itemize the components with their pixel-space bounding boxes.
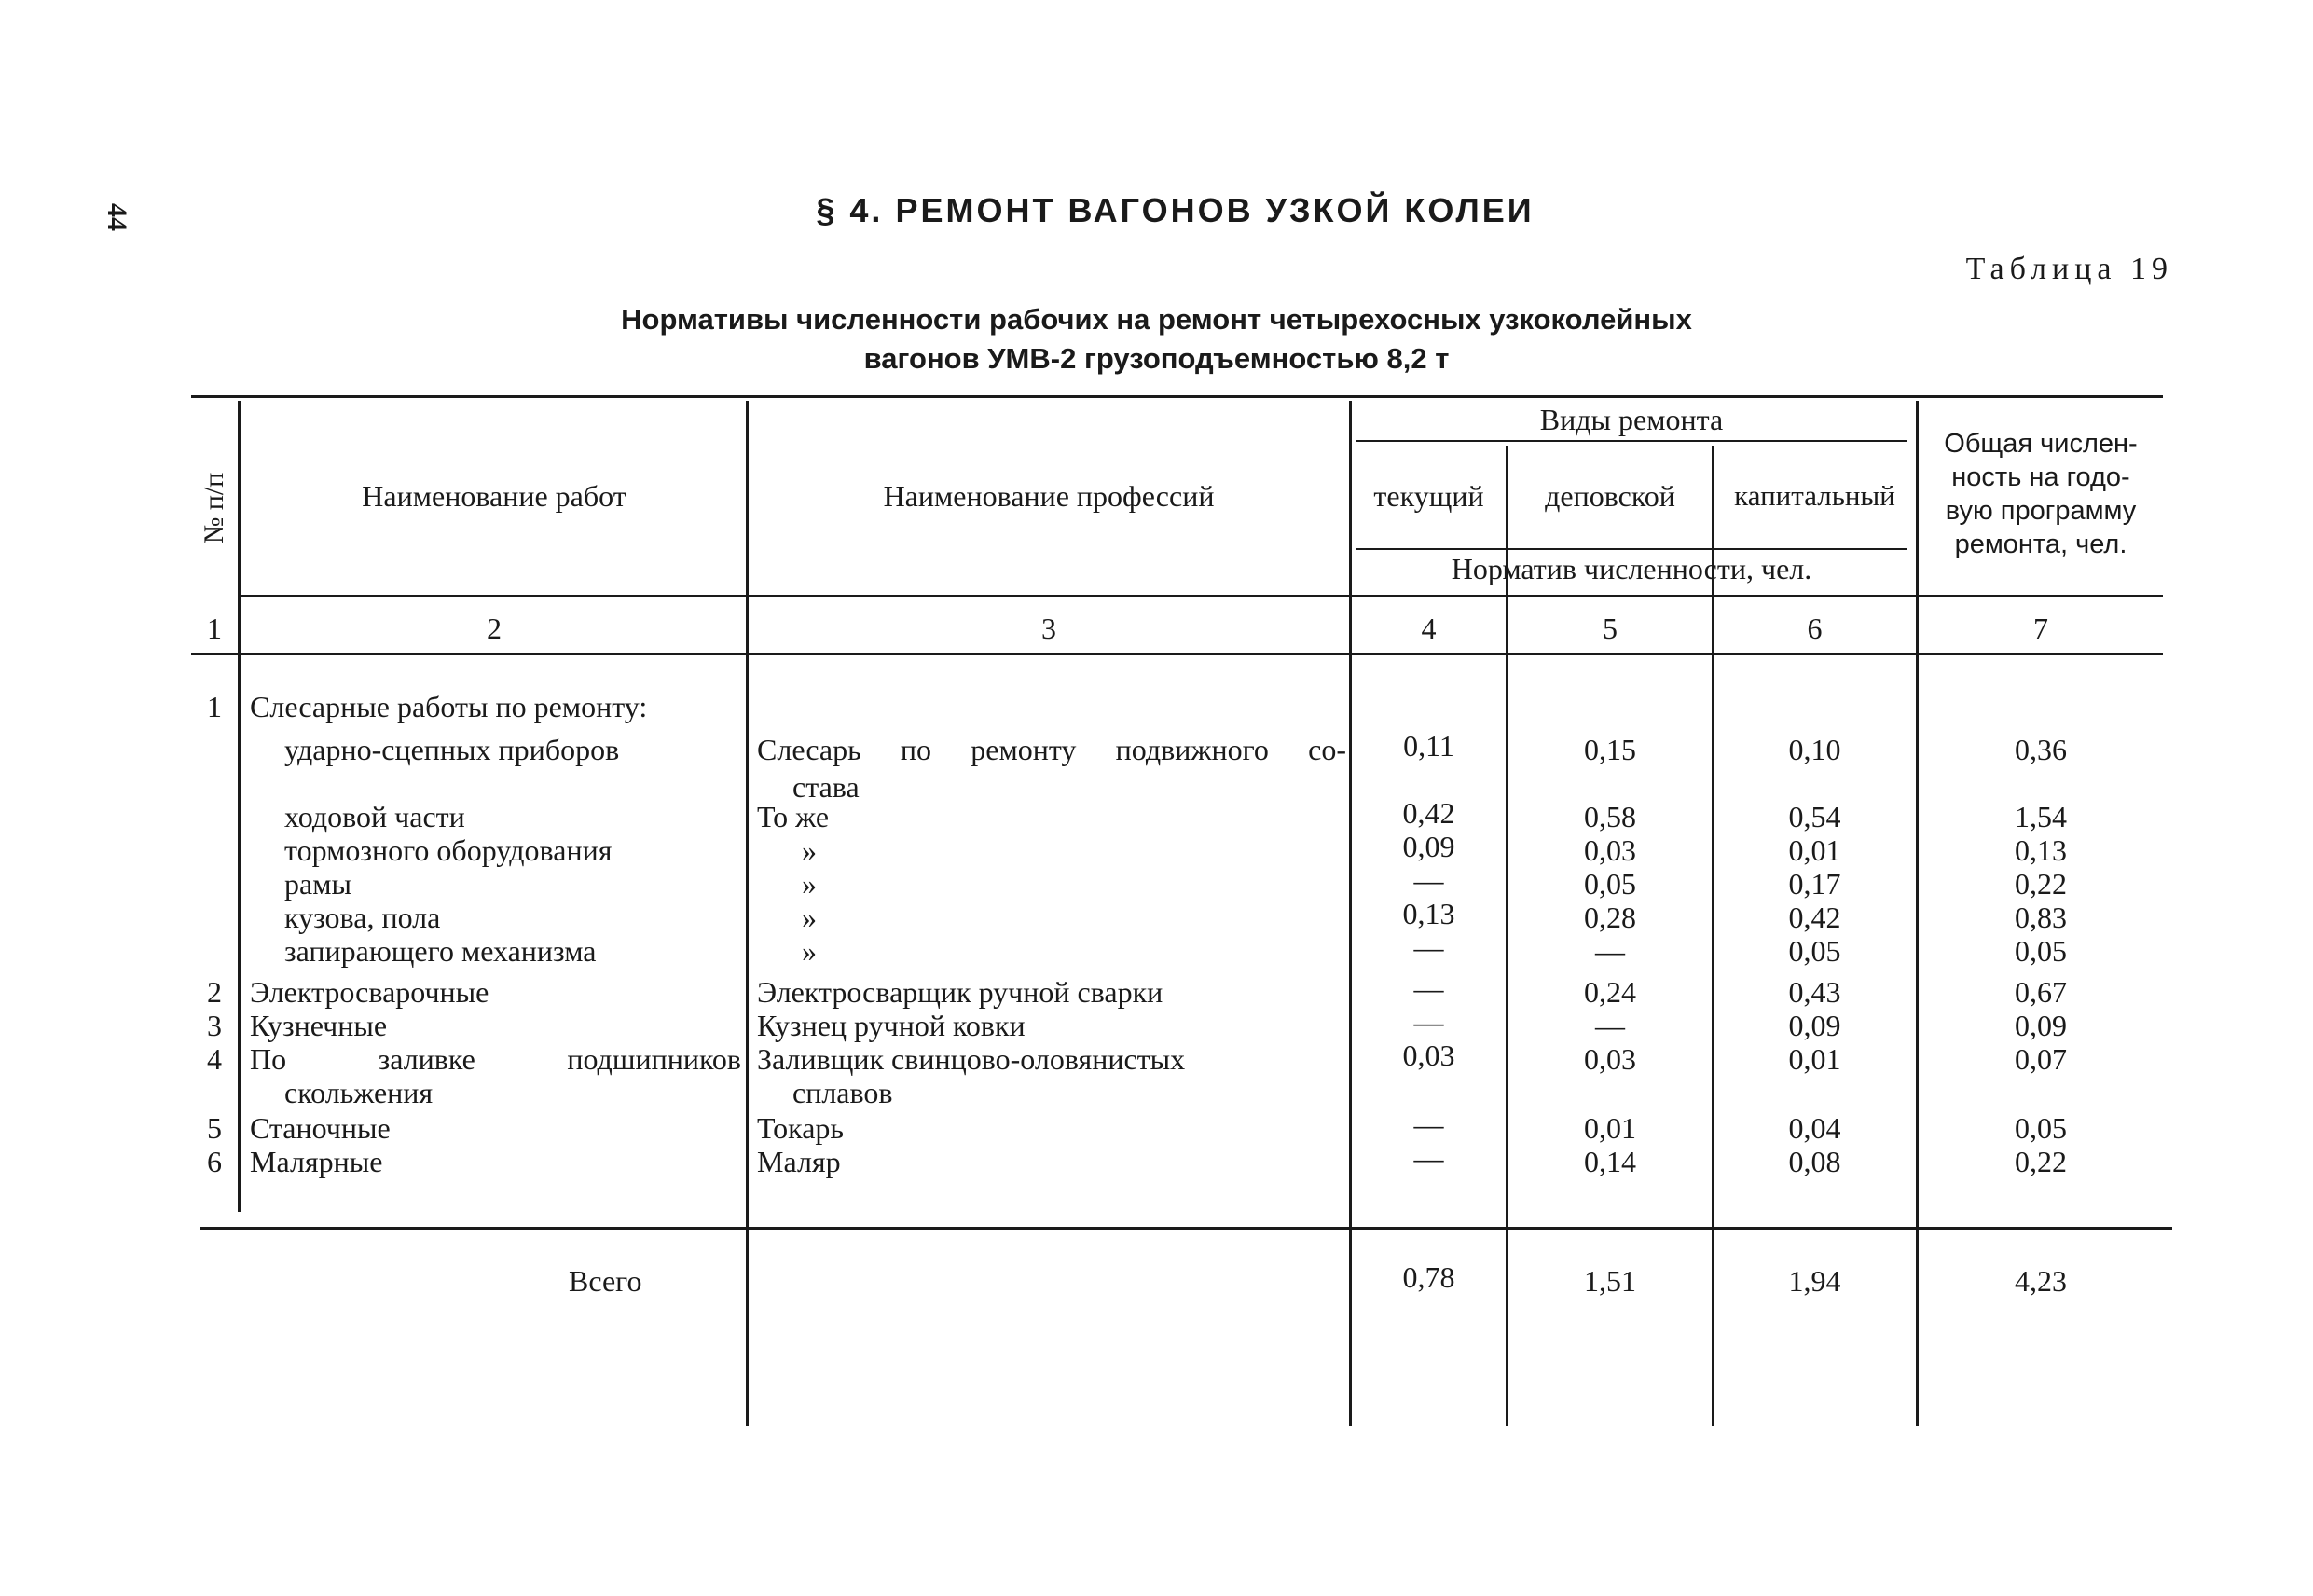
row-number: 5 [207,1111,222,1145]
value-total: 1,54 [2015,800,2067,833]
work-name: кузова, пола [284,901,441,934]
table-caption [0,300,2313,378]
value-current: 0,42 [1402,796,1455,830]
col-number-2: 2 [487,612,502,645]
profession-name: Маляр [757,1145,841,1178]
value-capital: 0,42 [1788,901,1841,934]
value-depot: 0,03 [1584,833,1636,867]
value-current: — [1413,1108,1444,1141]
section-title: § 4. РЕМОНТ ВАГОНОВ УЗКОЙ КОЛЕИ [816,191,1535,229]
work-name: Слесарные работы по ремонту: [250,690,648,723]
caption-line-1: Нормативы численности рабочих на ремонт четырехосных узкоколейных [621,303,1692,336]
row-number: 4 [207,1042,222,1076]
value-capital: 0,01 [1788,833,1841,867]
col-number-1: 1 [207,612,222,645]
value-total: 0,83 [2015,901,2067,934]
table-label: Таблица 19 [1965,252,2173,286]
value-current: — [1413,1005,1444,1039]
row-number: 6 [207,1145,222,1178]
page-number: 44 [102,203,132,231]
value-capital: 0,04 [1788,1111,1841,1145]
col-divider-2 [746,401,749,1426]
work-name: Малярные [250,1145,383,1178]
col-number-4: 4 [1421,612,1437,645]
work-name: Кузнечные [250,1009,388,1042]
repair-types-rule [1356,440,1907,442]
value-current: — [1413,971,1444,1005]
col-divider-4 [1506,446,1508,1426]
norm-rule [1356,548,1907,550]
work-name: тормозного оборудования [284,833,613,867]
value-depot: 0,05 [1584,867,1636,901]
value-capital: 0,17 [1788,867,1841,901]
header-total-line-1: Общая числен- [1944,429,2138,459]
value-current: 0,11 [1403,729,1454,763]
col-numbers-rule [191,653,2163,655]
value-total: 0,22 [2015,867,2067,901]
profession-name: » [802,833,817,867]
header-norm: Норматив численности, чел. [1451,552,1812,585]
header-no: № п/п [199,472,229,544]
header-current: текущий [1373,479,1484,513]
profession-name: » [802,901,817,934]
header-total-line-4: ремонта, чел. [1954,530,2127,559]
profession-name: То же [757,800,830,833]
value-total: 0,07 [2015,1042,2067,1076]
value-current: 0,03 [1402,1039,1455,1072]
col-number-6: 6 [1807,612,1823,645]
row-number: 2 [207,975,222,1009]
value-depot: 0,14 [1584,1145,1636,1178]
total-overall: 4,23 [2015,1264,2067,1298]
value-current: — [1413,1141,1444,1175]
profession-name: Заливщик свинцово-оловянистых [757,1042,1186,1076]
value-depot: — [1595,934,1625,968]
caption-line-2: вагонов УМВ-2 грузоподъемностью 8,2 т [863,342,1450,375]
work-name: Электросварочные [250,975,489,1009]
header-work-name: Наименование работ [362,479,626,513]
total-label: Всего [569,1264,642,1298]
value-depot: 0,28 [1584,901,1636,934]
profession-name: » [802,867,817,901]
value-capital: 0,09 [1788,1009,1841,1042]
value-total: 0,22 [2015,1145,2067,1178]
header-total-count [1919,427,2163,561]
profession-name: » [802,934,817,968]
total-depot: 1,51 [1584,1264,1636,1298]
profession-name: Электросварщик ручной сварки [757,975,1163,1009]
header-depot: деповской [1545,479,1675,513]
value-current: 0,13 [1402,897,1455,930]
value-capital: 0,10 [1788,733,1841,766]
value-depot: 0,24 [1584,975,1636,1009]
table-top-rule [191,395,2163,398]
value-capital: 0,08 [1788,1145,1841,1178]
row-number: 1 [207,690,222,723]
col-number-7: 7 [2033,612,2048,645]
total-current: 0,78 [1402,1260,1455,1294]
col-number-5: 5 [1603,612,1618,645]
total-top-rule [200,1227,2172,1230]
header-capital: капитальный [1734,479,1895,512]
header-total-line-2: ность на годо- [1951,462,2130,492]
work-name: запирающего механизма [284,934,597,968]
value-depot: 0,58 [1584,800,1636,833]
value-capital: 0,54 [1788,800,1841,833]
col-divider-1 [238,401,241,1212]
value-depot: — [1595,1009,1625,1042]
value-current: 0,09 [1402,830,1455,863]
value-total: 0,67 [2015,975,2067,1009]
value-current: — [1413,930,1444,964]
col-number-3: 3 [1041,612,1056,645]
value-total: 0,05 [2015,1111,2067,1145]
value-depot: 0,03 [1584,1042,1636,1076]
value-current: — [1413,863,1444,897]
profession-name: Слесарь по ремонту подвижного со- [757,733,1346,766]
row-number: 3 [207,1009,222,1042]
profession-name: Кузнец ручной ковки [757,1009,1026,1042]
work-name: Станочные [250,1111,391,1145]
header-total-line-3: вую программу [1945,496,2137,526]
work-name: рамы [284,867,351,901]
value-total: 0,05 [2015,934,2067,968]
work-name: По заливке подшипников [250,1042,741,1076]
value-total: 0,09 [2015,1009,2067,1042]
profession-name: става [792,770,860,804]
value-capital: 0,01 [1788,1042,1841,1076]
value-capital: 0,43 [1788,975,1841,1009]
value-total: 0,13 [2015,833,2067,867]
work-name: ударно-сцепных приборов [284,733,620,766]
value-depot: 0,01 [1584,1111,1636,1145]
value-depot: 0,15 [1584,733,1636,766]
work-name: скольжения [284,1076,434,1109]
header-bottom-rule [238,595,2163,597]
value-total: 0,36 [2015,733,2067,766]
header-profession-name: Наименование профессий [883,479,1215,513]
profession-name: Токарь [757,1111,844,1145]
value-capital: 0,05 [1788,934,1841,968]
header-repair-types: Виды ремонта [1539,403,1724,436]
total-capital: 1,94 [1788,1264,1841,1298]
work-name: ходовой части [284,800,465,833]
profession-name: сплавов [792,1076,893,1109]
